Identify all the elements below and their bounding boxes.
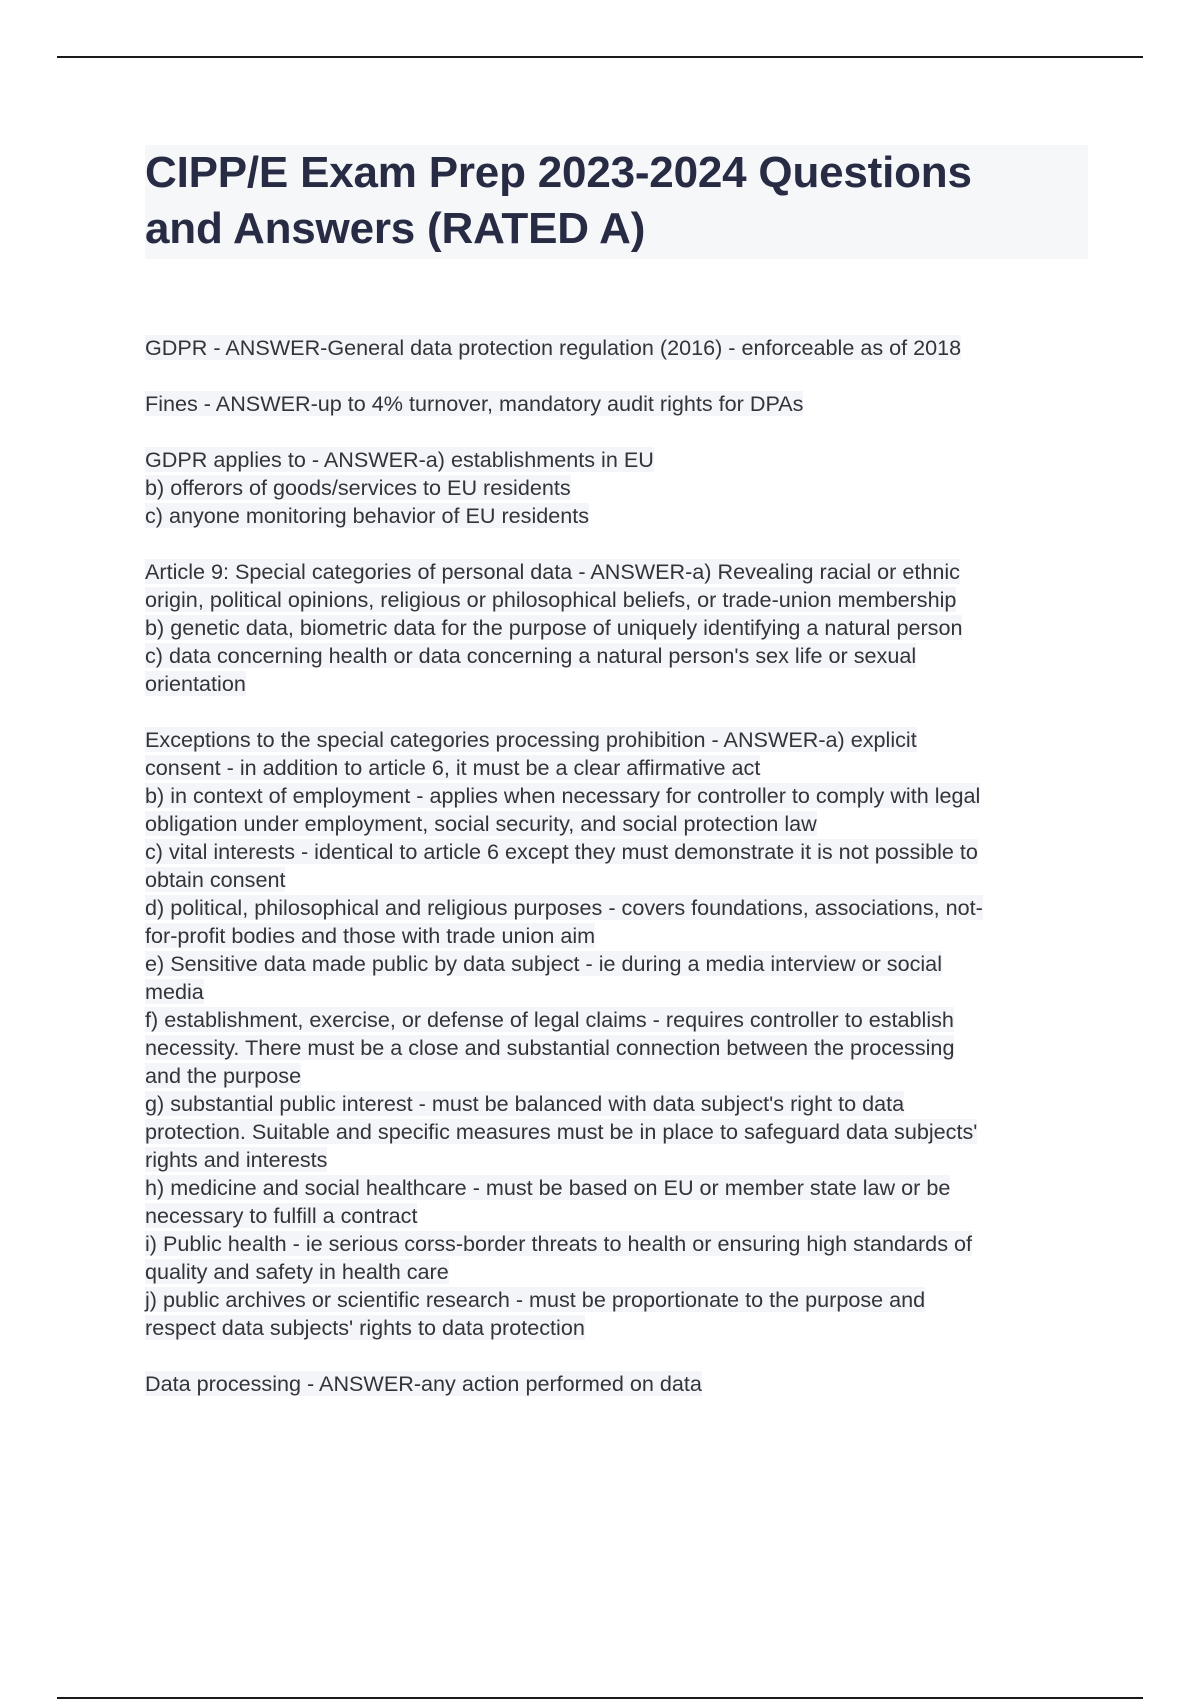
qa-line-text: necessity. There must be a close and substantial connection between the processing: [145, 1035, 955, 1060]
qa-line-text: obligation under employment, social security, and social protection law: [145, 811, 817, 836]
qa-line-text: b) genetic data, biometric data for the purpose of uniquely identifying a natural person: [145, 615, 963, 640]
qa-line: [145, 502, 1088, 530]
qa-line-text: c) vital interests - identical to article 6 except they must demonstrate it is not possible to: [145, 839, 978, 864]
qa-line: [145, 726, 1088, 754]
qa-line-text: for-profit bodies and those with trade union aim: [145, 923, 596, 948]
qa-line-text: d) political, philosophical and religious purposes - covers foundations, associations, not-: [145, 895, 983, 920]
qa-line: [145, 810, 1088, 838]
qa-line: [145, 642, 1088, 670]
qa-line-text: c) data concerning health or data concerning a natural person's sex life or sexual: [145, 643, 917, 668]
qa-line-text: Data processing - ANSWER-any action performed on data: [145, 1371, 702, 1396]
qa-line: [145, 1370, 1088, 1398]
qa-line: [145, 894, 1088, 922]
qa-line-text: Fines - ANSWER-up to 4% turnover, mandatory audit rights for DPAs: [145, 391, 804, 416]
qa-item: [145, 446, 1088, 530]
qa-line-text: b) offerors of goods/services to EU residents: [145, 475, 571, 500]
qa-line: [145, 1006, 1088, 1034]
qa-line: [145, 922, 1088, 950]
qa-item: [145, 558, 1088, 698]
qa-line: [145, 1174, 1088, 1202]
qa-line: [145, 866, 1088, 894]
qa-line: [145, 670, 1088, 698]
document-body: [145, 145, 1088, 1426]
top-rule: [57, 56, 1143, 58]
qa-line: [145, 1230, 1088, 1258]
qa-line-text: Article 9: Special categories of personal data - ANSWER-a) Revealing racial or ethnic: [145, 559, 960, 584]
qa-line-text: j) public archives or scientific research - must be proportionate to the purpose and: [145, 1287, 926, 1312]
qa-line: [145, 1286, 1088, 1314]
qa-line-text: GDPR applies to - ANSWER-a) establishments in EU: [145, 447, 654, 472]
bottom-rule: [57, 1697, 1143, 1699]
qa-line-text: c) anyone monitoring behavior of EU residents: [145, 503, 590, 528]
qa-line-text: Exceptions to the special categories processing prohibition - ANSWER-a) explicit: [145, 727, 917, 752]
qa-line-text: f) establishment, exercise, or defense of legal claims - requires controller to establish: [145, 1007, 954, 1032]
qa-line: [145, 754, 1088, 782]
qa-line: [145, 1146, 1088, 1174]
qa-line: [145, 978, 1088, 1006]
qa-line: [145, 390, 1088, 418]
qa-line: [145, 950, 1088, 978]
qa-item: [145, 390, 1088, 418]
qa-line-text: quality and safety in health care: [145, 1259, 449, 1284]
qa-line-text: i) Public health - ie serious corss-border threats to health or ensuring high standards of: [145, 1231, 972, 1256]
qa-line: [145, 614, 1088, 642]
qa-line-text: origin, political opinions, religious or philosophical beliefs, or trade-union membership: [145, 587, 957, 612]
qa-line-text: b) in context of employment - applies when necessary for controller to comply with legal: [145, 783, 981, 808]
qa-line-text: obtain consent: [145, 867, 286, 892]
qa-line-text: orientation: [145, 671, 246, 696]
qa-line: [145, 1258, 1088, 1286]
qa-line-text: and the purpose: [145, 1063, 302, 1088]
qa-line-text: h) medicine and social healthcare - must be based on EU or member state law or be: [145, 1175, 951, 1200]
title-block: [145, 145, 1088, 259]
qa-line-text: media: [145, 979, 204, 1004]
qa-line: [145, 586, 1088, 614]
qa-line-text: e) Sensitive data made public by data subject - ie during a media interview or social: [145, 951, 942, 976]
qa-line: [145, 1118, 1088, 1146]
qa-line: [145, 782, 1088, 810]
qa-line: [145, 1202, 1088, 1230]
qa-line-text: rights and interests: [145, 1147, 328, 1172]
qa-line: [145, 334, 1088, 362]
qa-line-text: necessary to fulfill a contract: [145, 1203, 418, 1228]
qa-line: [145, 474, 1088, 502]
page-title: [145, 145, 1088, 257]
qa-line-text: protection. Suitable and specific measures must be in place to safeguard data subjects': [145, 1119, 978, 1144]
qa-item: [145, 1370, 1088, 1398]
qa-line: [145, 838, 1088, 866]
qa-list: [145, 334, 1088, 1398]
qa-line: [145, 1314, 1088, 1342]
qa-line: [145, 446, 1088, 474]
qa-line: [145, 558, 1088, 586]
qa-item: [145, 334, 1088, 362]
qa-line-text: GDPR - ANSWER-General data protection regulation (2016) - enforceable as of 2018: [145, 335, 962, 360]
qa-line: [145, 1062, 1088, 1090]
qa-item: [145, 726, 1088, 1342]
page-title-line: CIPP/E Exam Prep 2023-2024 Questions: [145, 148, 972, 197]
qa-line-text: consent - in addition to article 6, it must be a clear affirmative act: [145, 755, 761, 780]
page-title-line: and Answers (RATED A): [145, 204, 646, 253]
qa-line-text: respect data subjects' rights to data protection: [145, 1315, 585, 1340]
qa-line-text: g) substantial public interest - must be balanced with data subject's right to data: [145, 1091, 905, 1116]
qa-line: [145, 1034, 1088, 1062]
qa-line: [145, 1090, 1088, 1118]
